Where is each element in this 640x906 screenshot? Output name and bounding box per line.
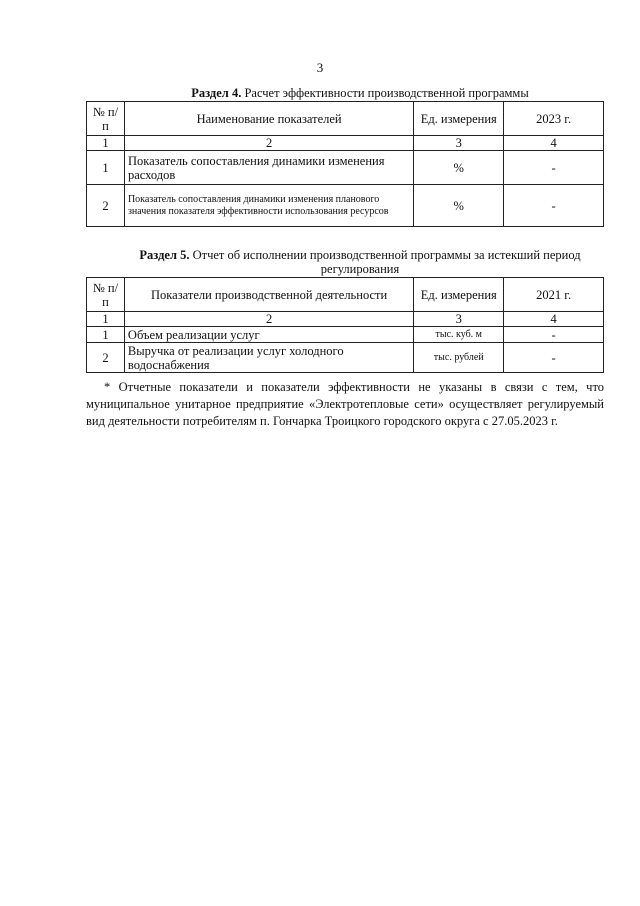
index-cell: 2 xyxy=(124,136,413,151)
row-unit: % xyxy=(414,151,504,185)
table-row xyxy=(87,151,604,185)
index-cell: 4 xyxy=(504,136,604,151)
table-row xyxy=(87,185,604,227)
header-name: Показатели производственной деятельности xyxy=(124,278,413,312)
row-name: Показатель сопоставления динамики изменения расходов xyxy=(124,151,413,185)
section5-table xyxy=(86,277,604,373)
header-num: № п/п xyxy=(87,278,125,312)
row-num: 2 xyxy=(87,185,125,227)
row-value: - xyxy=(504,185,604,227)
section5-title xyxy=(110,248,610,276)
footnote-text: * Отчетные показатели и показатели эффективности не указаны в связи с тем, что муниципальное унитарное предприятие «Электротепловые сети» осуществляет регулируемый вид деятельности потребителям п. Гончарка Троицкого городского округа с 27.05.2023 г. xyxy=(86,380,604,428)
row-name: Объем реализации услуг xyxy=(124,327,413,343)
table-header-row xyxy=(87,102,604,136)
section5-title-bold: Раздел 5. xyxy=(139,248,190,262)
row-value: - xyxy=(504,327,604,343)
footnote xyxy=(86,379,604,430)
table-header-row xyxy=(87,278,604,312)
table-index-row xyxy=(87,312,604,327)
header-unit: Ед. измерения xyxy=(414,102,504,136)
index-cell: 3 xyxy=(414,136,504,151)
section4-table xyxy=(86,101,604,227)
table-row xyxy=(87,343,604,373)
row-num: 1 xyxy=(87,151,125,185)
row-value: - xyxy=(504,343,604,373)
row-unit: % xyxy=(414,185,504,227)
table-row xyxy=(87,327,604,343)
row-num: 1 xyxy=(87,327,125,343)
header-year: 2021 г. xyxy=(504,278,604,312)
index-cell: 3 xyxy=(414,312,504,327)
row-value: - xyxy=(504,151,604,185)
page-number: 3 xyxy=(316,60,324,75)
header-name: Наименование показателей xyxy=(124,102,413,136)
table-index-row xyxy=(87,136,604,151)
row-name: Показатель сопоставления динамики изменения планового значения показателя эффективности использования ресурсов xyxy=(124,185,413,227)
row-unit: тыс. рублей xyxy=(414,343,504,373)
header-year: 2023 г. xyxy=(504,102,604,136)
row-unit: тыс. куб. м xyxy=(414,327,504,343)
section4-title-text: Расчет эффективности производственной программы xyxy=(241,86,529,100)
header-num: № п/п xyxy=(87,102,125,136)
header-unit: Ед. измерения xyxy=(414,278,504,312)
index-cell: 1 xyxy=(87,136,125,151)
section4-title-bold: Раздел 4. xyxy=(191,86,242,100)
index-cell: 2 xyxy=(124,312,413,327)
index-cell: 1 xyxy=(87,312,125,327)
row-num: 2 xyxy=(87,343,125,373)
row-name: Выручка от реализации услуг холодного водоснабжения xyxy=(124,343,413,373)
index-cell: 4 xyxy=(504,312,604,327)
section5-title-text: Отчет об исполнении производственной программы за истекший период регулирования xyxy=(189,248,581,276)
section4-title xyxy=(100,86,620,100)
